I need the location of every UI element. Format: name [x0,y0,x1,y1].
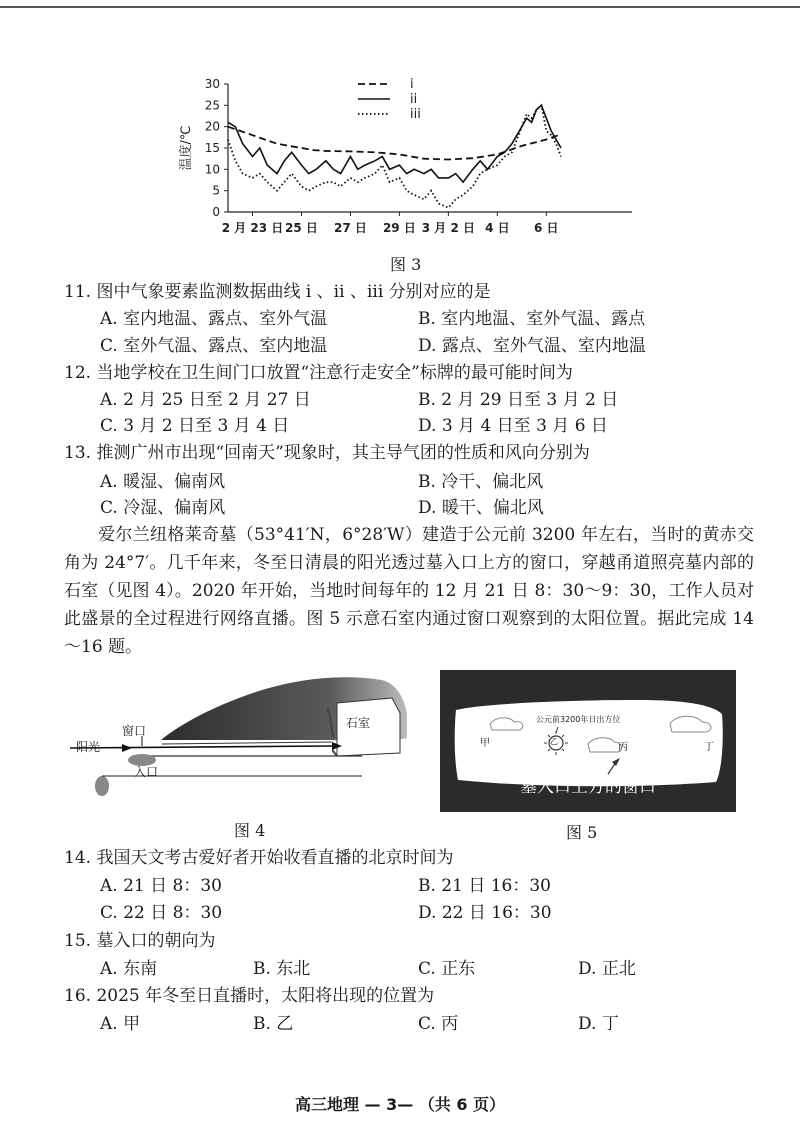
q15-option-b[interactable]: B. 东北 [253,959,311,979]
fig5-title: 墓入口上方的窗口 [520,777,656,797]
legend-label-iii: iii [410,107,421,122]
x-tick-label: 3 月 2 日 [421,221,475,235]
fig3-caption: 图 3 [390,255,422,274]
q13-option-b[interactable]: B. 冷干、偏北风 [418,472,544,492]
q13-option-d[interactable]: D. 暖干、偏北风 [418,498,544,518]
q16-option-b[interactable]: B. 乙 [253,1014,294,1034]
fig5-pos-jia: 甲 [480,738,490,749]
fig4-label-sunlight: 阳光 [76,740,101,754]
q11-option-d[interactable]: D. 露点、室外气温、室内地温 [418,336,646,356]
fig4-caption: 图 4 [234,821,266,840]
question-12-stem: 12. 当地学校在卫生间门口放置“注意行走安全”标牌的最可能时间为 [64,363,573,383]
legend-label-i: i [410,77,414,92]
fig3-temperature-chart [150,70,650,250]
q11-option-b[interactable]: B. 室内地温、室外气温、露点 [418,309,646,329]
fig4-label-chamber: 石室 [346,716,371,730]
q16-option-a[interactable]: A. 甲 [100,1014,141,1034]
fig5-pos-yi: 乙 [550,737,558,746]
fig4-tomb-diagram [62,668,422,808]
legend-label-ii: ii [410,92,418,107]
y-axis-label: 温度/℃ [179,125,194,171]
y-tick-label: 0 [212,205,220,219]
fig5-pos-ding: 丁 [704,742,714,753]
question-14-stem: 14. 我国天文考古爱好者开始收看直播的北京时间为 [64,848,454,868]
x-tick-label: 2 月 23 日 [221,221,284,235]
y-tick-label: 20 [204,119,220,134]
passage-newgrange: 爱尔兰纽格莱奇墓（53°41′N，6°28′W）建造于公元前 3200 年左右，当时的黄赤交角为 24°7′。几千年来，冬至日清晨的阳光透过墓入口上方的窗口，穿越甬道照亮墓内部的石室（见图 4）。2020 年开始，当地时间每年的 12 月 21 日 8：30～9：30，工作人员对此盛景的全过程进行网络直播。图 5 示意石室内通过窗口观察到的太阳位置。据此完成 14～16 题。 [64,525,754,657]
q12-option-c[interactable]: C. 3 月 2 日至 3 月 4 日 [100,416,290,436]
q15-option-a[interactable]: A. 东南 [100,959,158,979]
question-16-stem: 16. 2025 年冬至日直播时，太阳将出现的位置为 [64,986,435,1006]
question-11-stem: 11. 图中气象要素监测数据曲线 i 、ii 、iii 分别对应的是 [64,282,491,302]
q14-option-b[interactable]: B. 21 日 16：30 [418,876,552,896]
q14-option-c[interactable]: C. 22 日 8：30 [100,903,223,923]
q15-option-c[interactable]: C. 正东 [418,959,476,979]
q12-option-b[interactable]: B. 2 月 29 日至 3 月 2 日 [418,390,619,410]
q15-option-d[interactable]: D. 正北 [578,959,636,979]
y-tick-label: 5 [212,183,220,198]
y-tick-label: 15 [204,141,220,155]
q13-option-c[interactable]: C. 冷湿、偏南风 [100,498,226,518]
fig4-label-entrance: 入口 [134,765,159,779]
fig5-panel [440,670,736,812]
q16-option-c[interactable]: C. 丙 [418,1014,459,1034]
q12-option-d[interactable]: D. 3 月 4 日至 3 月 6 日 [418,416,608,436]
q16-option-d[interactable]: D. 丁 [578,1014,619,1034]
series-line-iii [228,105,561,207]
series-line-ii [228,105,561,182]
y-tick-label: 25 [204,98,220,113]
q11-option-a[interactable]: A. 室内地温、露点、室外气温 [100,309,328,329]
q13-option-a[interactable]: A. 暖湿、偏南风 [100,472,226,492]
x-tick-label: 6 日 [534,221,559,235]
x-tick-label: 29 日 [382,221,416,235]
fig5-caption: 图 5 [566,823,598,842]
q12-option-a[interactable]: A. 2 月 25 日至 2 月 27 日 [100,390,311,410]
q14-option-d[interactable]: D. 22 日 16：30 [418,903,552,923]
y-tick-label: 30 [204,77,220,91]
fig4-label-window: 窗口 [122,724,147,738]
q11-option-c[interactable]: C. 室外气温、露点、室内地温 [100,336,328,356]
x-tick-label: 27 日 [333,221,367,235]
fig5-pos-bing: 丙 [618,742,628,753]
x-tick-label: 4 日 [485,221,510,235]
x-tick-label: 25 日 [285,221,318,235]
fig5-sun-note: 公元前3200年日出方位 [536,715,621,724]
question-15-stem: 15. 墓入口的朝向为 [64,931,216,951]
top-rule [0,6,800,8]
q14-option-a[interactable]: A. 21 日 8：30 [100,876,222,896]
page-footer: 高三地理 — 3— （共 6 页） [294,1095,506,1114]
question-13-stem: 13. 推测广州市出现“回南天”现象时，其主导气团的性质和风向分别为 [64,443,590,463]
y-tick-label: 10 [204,162,220,177]
